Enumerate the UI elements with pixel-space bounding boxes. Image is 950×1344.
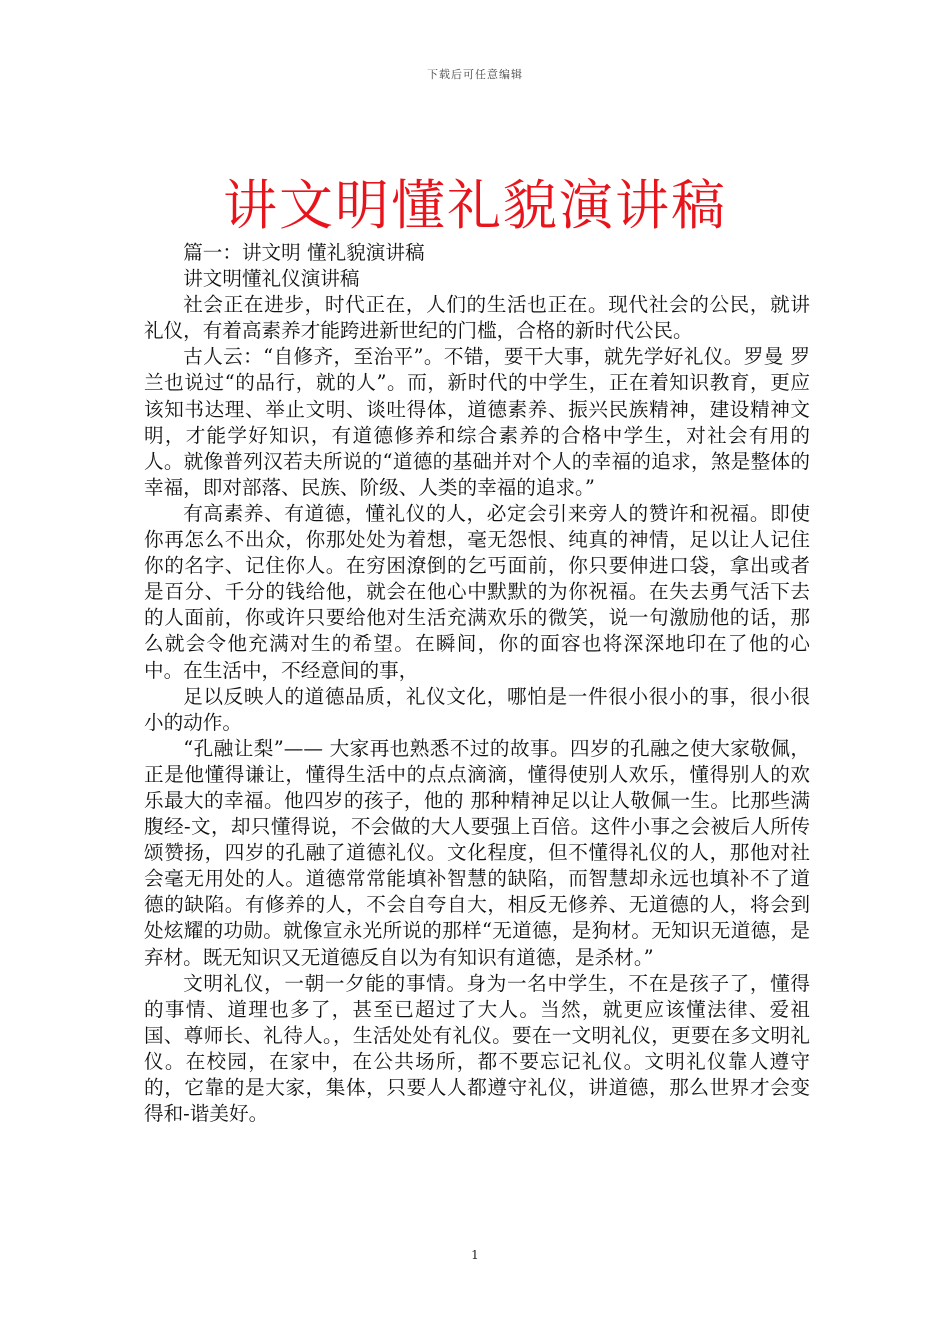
paragraph: 古人云：“自修齐，至治平”。不错，要干大事，就先学好礼仪。罗曼 罗兰也说过“的品行，就的人”。而，新时代的中学生，正在着知识教育，更应该知书达理、举止文明、谈吐得体，道德素养、振兴民族精神，建设精神文明，才能学好知识，有道德修养和综合素养的合格中学生，对社会有用的人。就像普列汉若夫所说的“道德的基础并对个人的幸福的追求，煞是整体的幸福，即对部落、民族、阶级、人类的幸福的追求。” (144, 345, 810, 499)
paragraph: “孔融让梨”—— 大家再也熟悉不过的故事。四岁的孔融之使大家敬佩，正是他懂得谦让，懂得生活中的点点滴滴，懂得使别人欢乐，懂得别人的欢乐最大的幸福。他四岁的孩子，他的 那种精神足以让人敬佩一生。比那些满腹经-文，却只懂得说，不会做的大人要强上百倍。这件小事之会被后人所传颂赞扬，四岁的孔融了道德礼仪。文化程度，但不懂得礼仪的人，那他对社会毫无用处的人。道德常常能填补智慧的缺陷，而智慧却永远也填补不了道德的缺陷。有修养的人，不会自夸自大，相反无修养、无道德的人，将会到处炫耀的功勋。就像宣永光所说的那样“无道德，是狗材。无知识无道德，是弃材。既无知识又无道德反自以为有知识有道德，是杀材。” (144, 736, 810, 969)
document-title: 讲文明懂礼貌演讲稿 (223, 174, 727, 238)
header-note: 下载后可任意编辑 (427, 68, 523, 81)
page-number: 1 (471, 1248, 479, 1262)
paragraph: 足以反映人的道德品质，礼仪文化，哪怕是一件很小很小的事，很小很小的动作。 (144, 684, 810, 734)
document-body (144, 240, 810, 1127)
paragraph: 文明礼仪，一朝一夕能的事情。身为一名中学生，不在是孩子了，懂得的事情、道理也多了，甚至已超过了大人。当然，就更应该懂法律、爱祖国、尊师长、礼待人。，生活处处有礼仪。要在一文明礼仪，更要在多文明礼仪。在校园，在家中，在公共场所，都不要忘记礼仪。文明礼仪靠人遵守的，它靠的是大家，集体，只要人人都遵守礼仪，讲道德，那么世界才会变得和-谐美好。 (144, 971, 810, 1126)
paragraph: 社会正在进步，时代正在，人们的生活也正在。现代社会的公民，就讲礼仪，有着高素养才能跨进新世纪的门槛，合格的新时代公民。 (144, 293, 810, 343)
section-heading: 篇一：讲文明 懂礼貌演讲稿 (183, 241, 425, 264)
speech-title: 讲文明懂礼仪演讲稿 (183, 267, 360, 291)
paragraph: 有高素养、有道德，懂礼仪的人，必定会引来旁人的赞许和祝福。即使你再怎么不出众，你那处处为着想，毫无怨恨、纯真的神情，足以让人记住你的名字、记住你人。在穷困潦倒的乞丐面前，你只要伸进口袋，拿出或者是百分、千分的钱给他，就会在他心中默默的为你祝福。在失去勇气活下去的人面前，你或许只要给他对生活充满欢乐的微笑，说一句激励他的话，那么就会令他充满对生的希望。在瞬间，你的面容也将深深地印在了他的心中。在生活中，不经意间的事， (144, 501, 810, 682)
